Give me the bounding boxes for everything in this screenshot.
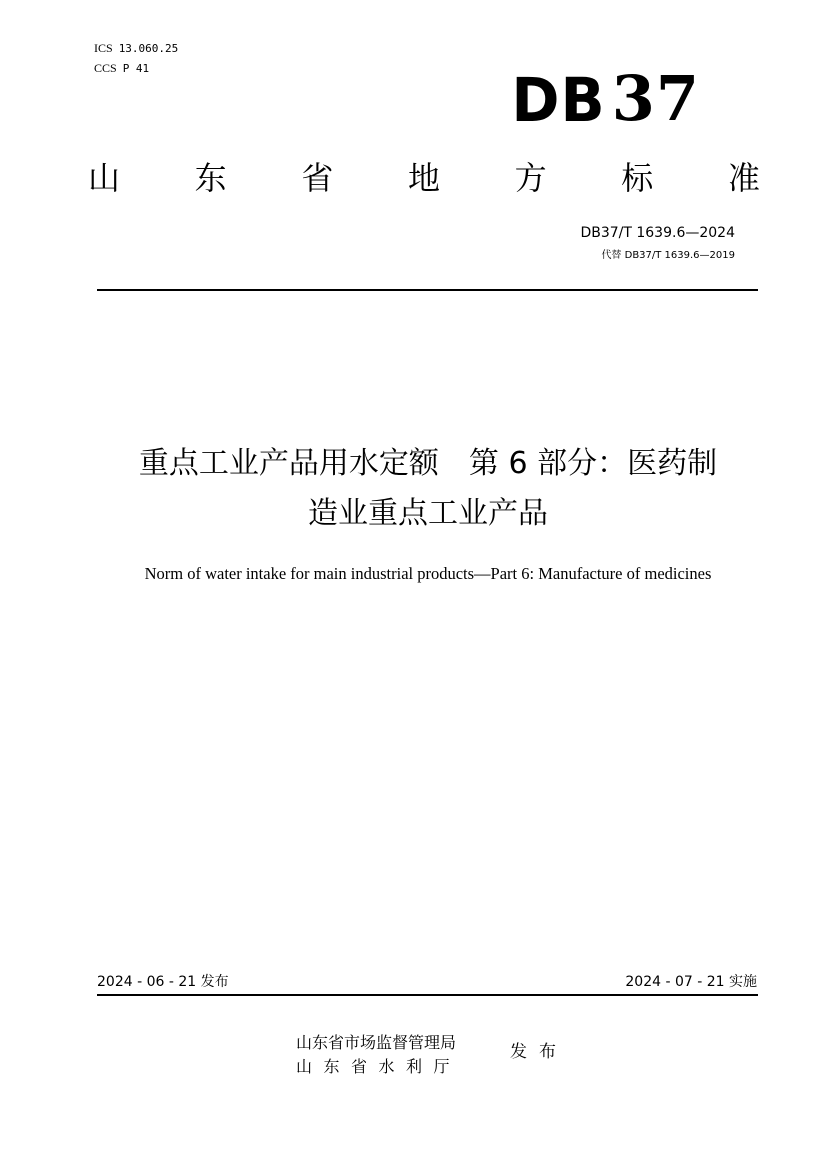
standard-type-char: 准: [727, 159, 760, 197]
mark-letters: DB: [511, 64, 606, 136]
standard-type: [88, 156, 760, 200]
standard-type-char: 标: [621, 159, 654, 197]
replaces-note: 代替 DB37/T 1639.6—2019: [601, 250, 735, 261]
title-zh-line2: 造业重点工业产品: [308, 496, 548, 531]
issue-word: 发布: [510, 1042, 568, 1062]
ics-line: [94, 41, 178, 56]
standard-number: DB37/T 1639.6—2024: [580, 225, 735, 241]
standard-type-char: 地: [407, 159, 440, 197]
ccs-code: P 41: [122, 62, 150, 75]
implement-date: 2024 - 07 - 21 实施: [625, 974, 757, 990]
standard-type-char: 省: [301, 159, 334, 197]
issuer-market-regulation: 山东省市场监督管理局: [296, 1033, 457, 1052]
issuer-water-resources: 山东省水利厅: [296, 1057, 462, 1076]
standard-type-char: 东: [194, 159, 227, 197]
ics-label: ICS: [94, 41, 113, 55]
issuers: [296, 1031, 461, 1079]
mark-number: 37: [611, 62, 700, 135]
ccs-line: [94, 61, 149, 76]
footer-divider: [97, 994, 758, 996]
title-en: Norm of water intake for main industrial products—Part 6: Manufacture of medicines: [144, 564, 712, 583]
ccs-label: CCS: [94, 61, 117, 75]
standard-type-char: 山: [88, 159, 121, 197]
publish-date: 2024 - 06 - 21 发布: [97, 974, 229, 990]
ics-code: 13.060.25: [118, 42, 179, 55]
standard-mark: [470, 64, 700, 134]
standard-type-char: 方: [514, 159, 547, 197]
title-zh-line1: 重点工业产品用水定额 第 6 部分：医药制: [138, 446, 718, 481]
header-divider: [97, 289, 758, 291]
